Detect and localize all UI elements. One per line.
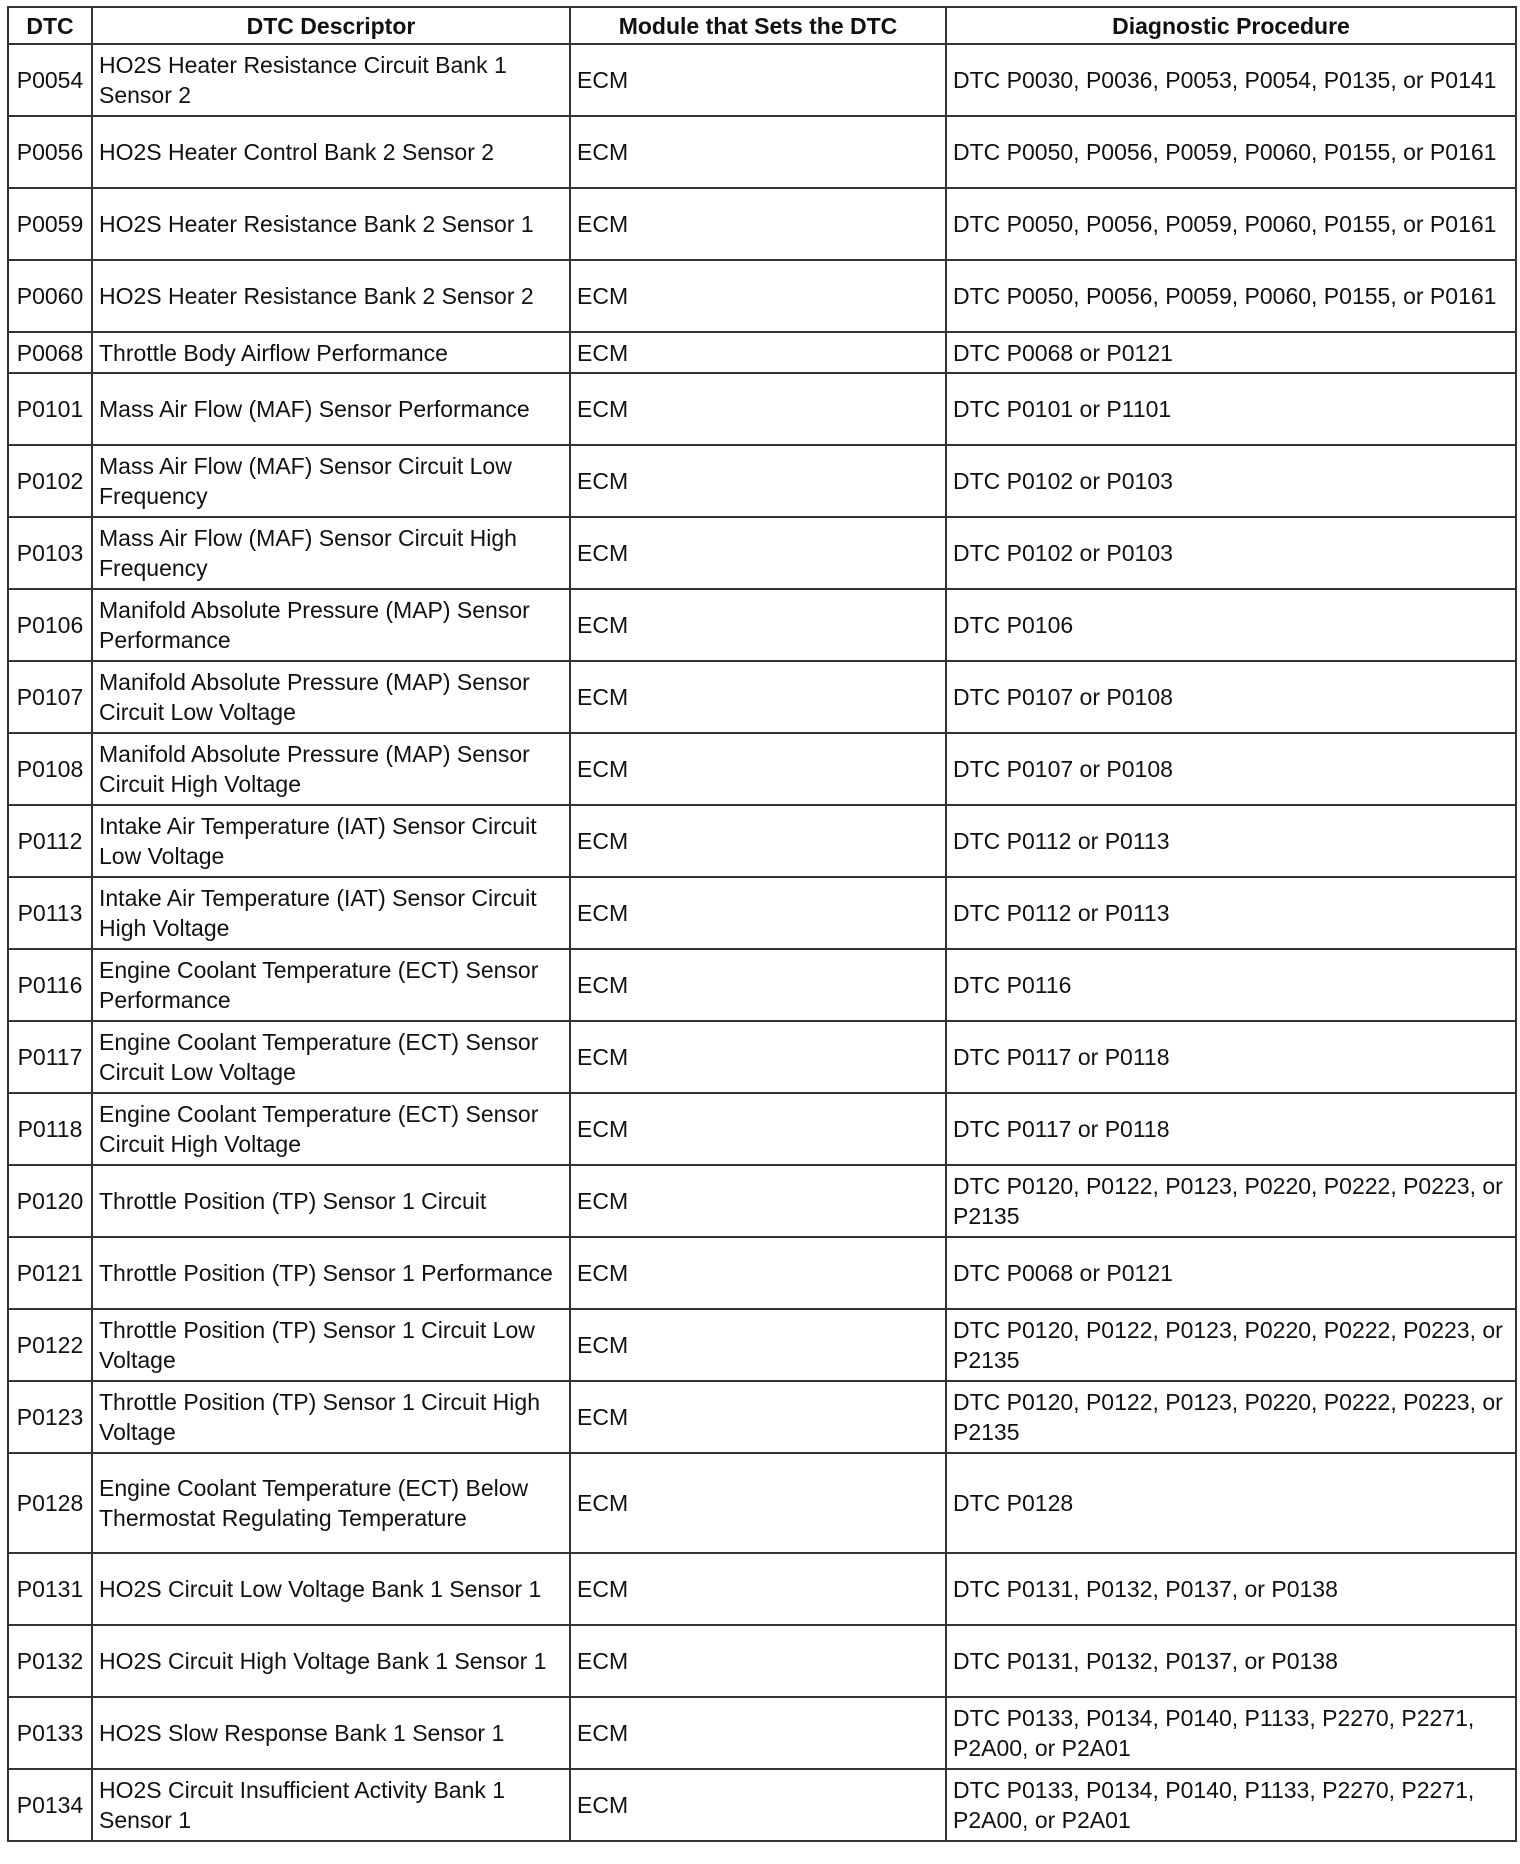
dtc-cell: P0118 xyxy=(8,1093,92,1165)
module-cell: ECM xyxy=(570,1453,946,1553)
descriptor-cell: HO2S Heater Resistance Bank 2 Sensor 2 xyxy=(92,260,570,332)
procedure-cell: DTC P0120, P0122, P0123, P0220, P0222, P0223, or P2135 xyxy=(946,1165,1516,1237)
dtc-cell: P0107 xyxy=(8,661,92,733)
module-cell: ECM xyxy=(570,949,946,1021)
descriptor-cell: HO2S Heater Control Bank 2 Sensor 2 xyxy=(92,116,570,188)
descriptor-cell: Intake Air Temperature (IAT) Sensor Circuit High Voltage xyxy=(92,877,570,949)
table-row xyxy=(8,1453,1516,1553)
procedure-cell: DTC P0107 or P0108 xyxy=(946,733,1516,805)
module-cell: ECM xyxy=(570,1381,946,1453)
table-row xyxy=(8,1625,1516,1697)
descriptor-cell: Throttle Body Airflow Performance xyxy=(92,332,570,373)
procedure-cell: DTC P0102 or P0103 xyxy=(946,445,1516,517)
dtc-cell: P0120 xyxy=(8,1165,92,1237)
procedure-cell: DTC P0050, P0056, P0059, P0060, P0155, or P0161 xyxy=(946,260,1516,332)
procedure-cell: DTC P0107 or P0108 xyxy=(946,661,1516,733)
procedure-cell: DTC P0120, P0122, P0123, P0220, P0222, P0223, or P2135 xyxy=(946,1381,1516,1453)
dtc-cell: P0123 xyxy=(8,1381,92,1453)
module-cell: ECM xyxy=(570,517,946,589)
descriptor-cell: Throttle Position (TP) Sensor 1 Circuit High Voltage xyxy=(92,1381,570,1453)
dtc-cell: P0132 xyxy=(8,1625,92,1697)
procedure-cell: DTC P0133, P0134, P0140, P1133, P2270, P2271, P2A00, or P2A01 xyxy=(946,1769,1516,1841)
table-row xyxy=(8,661,1516,733)
dtc-cell: P0059 xyxy=(8,188,92,260)
table-row xyxy=(8,44,1516,116)
descriptor-cell: HO2S Heater Resistance Circuit Bank 1 Sensor 2 xyxy=(92,44,570,116)
module-cell: ECM xyxy=(570,1021,946,1093)
dtc-cell: P0060 xyxy=(8,260,92,332)
module-cell: ECM xyxy=(570,188,946,260)
table-row xyxy=(8,445,1516,517)
procedure-cell: DTC P0131, P0132, P0137, or P0138 xyxy=(946,1553,1516,1625)
module-cell: ECM xyxy=(570,805,946,877)
module-cell: ECM xyxy=(570,260,946,332)
dtc-cell: P0068 xyxy=(8,332,92,373)
dtc-cell: P0113 xyxy=(8,877,92,949)
table-row xyxy=(8,373,1516,445)
procedure-cell: DTC P0068 or P0121 xyxy=(946,1237,1516,1309)
descriptor-cell: Throttle Position (TP) Sensor 1 Circuit Low Voltage xyxy=(92,1309,570,1381)
table-row xyxy=(8,877,1516,949)
table-row xyxy=(8,260,1516,332)
dtc-cell: P0133 xyxy=(8,1697,92,1769)
procedure-cell: DTC P0120, P0122, P0123, P0220, P0222, P0223, or P2135 xyxy=(946,1309,1516,1381)
module-cell: ECM xyxy=(570,1625,946,1697)
table-row xyxy=(8,1237,1516,1309)
procedure-cell: DTC P0117 or P0118 xyxy=(946,1021,1516,1093)
procedure-cell: DTC P0116 xyxy=(946,949,1516,1021)
table-row xyxy=(8,589,1516,661)
procedure-cell: DTC P0112 or P0113 xyxy=(946,877,1516,949)
procedure-cell: DTC P0050, P0056, P0059, P0060, P0155, or P0161 xyxy=(946,188,1516,260)
descriptor-cell: Manifold Absolute Pressure (MAP) Sensor Circuit Low Voltage xyxy=(92,661,570,733)
dtc-cell: P0128 xyxy=(8,1453,92,1553)
table-row xyxy=(8,188,1516,260)
module-cell: ECM xyxy=(570,1309,946,1381)
module-cell: ECM xyxy=(570,445,946,517)
descriptor-cell: Mass Air Flow (MAF) Sensor Circuit High Frequency xyxy=(92,517,570,589)
module-cell: ECM xyxy=(570,1697,946,1769)
procedure-cell: DTC P0128 xyxy=(946,1453,1516,1553)
table-body xyxy=(8,44,1516,1841)
table-row xyxy=(8,1165,1516,1237)
module-cell: ECM xyxy=(570,661,946,733)
module-cell: ECM xyxy=(570,1165,946,1237)
table-row xyxy=(8,805,1516,877)
table-row xyxy=(8,1381,1516,1453)
descriptor-cell: Engine Coolant Temperature (ECT) Sensor Circuit High Voltage xyxy=(92,1093,570,1165)
dtc-cell: P0121 xyxy=(8,1237,92,1309)
dtc-cell: P0054 xyxy=(8,44,92,116)
descriptor-cell: HO2S Circuit High Voltage Bank 1 Sensor 1 xyxy=(92,1625,570,1697)
dtc-cell: P0134 xyxy=(8,1769,92,1841)
dtc-cell: P0131 xyxy=(8,1553,92,1625)
table-row xyxy=(8,1093,1516,1165)
dtc-cell: P0112 xyxy=(8,805,92,877)
descriptor-cell: Mass Air Flow (MAF) Sensor Performance xyxy=(92,373,570,445)
descriptor-cell: Mass Air Flow (MAF) Sensor Circuit Low Frequency xyxy=(92,445,570,517)
dtc-cell: P0106 xyxy=(8,589,92,661)
header-dtc: DTC xyxy=(8,7,92,44)
descriptor-cell: Intake Air Temperature (IAT) Sensor Circuit Low Voltage xyxy=(92,805,570,877)
procedure-cell: DTC P0106 xyxy=(946,589,1516,661)
header-procedure: Diagnostic Procedure xyxy=(946,7,1516,44)
descriptor-cell: HO2S Circuit Low Voltage Bank 1 Sensor 1 xyxy=(92,1553,570,1625)
procedure-cell: DTC P0102 or P0103 xyxy=(946,517,1516,589)
dtc-cell: P0102 xyxy=(8,445,92,517)
table-row xyxy=(8,517,1516,589)
module-cell: ECM xyxy=(570,1093,946,1165)
table-row xyxy=(8,1769,1516,1841)
dtc-cell: P0103 xyxy=(8,517,92,589)
dtc-cell: P0122 xyxy=(8,1309,92,1381)
dtc-table xyxy=(7,6,1517,1842)
module-cell: ECM xyxy=(570,1769,946,1841)
table-row xyxy=(8,1021,1516,1093)
procedure-cell: DTC P0117 or P0118 xyxy=(946,1093,1516,1165)
header-row xyxy=(8,7,1516,44)
procedure-cell: DTC P0030, P0036, P0053, P0054, P0135, or P0141 xyxy=(946,44,1516,116)
descriptor-cell: Throttle Position (TP) Sensor 1 Performance xyxy=(92,1237,570,1309)
procedure-cell: DTC P0050, P0056, P0059, P0060, P0155, or P0161 xyxy=(946,116,1516,188)
procedure-cell: DTC P0068 or P0121 xyxy=(946,332,1516,373)
descriptor-cell: Throttle Position (TP) Sensor 1 Circuit xyxy=(92,1165,570,1237)
descriptor-cell: Manifold Absolute Pressure (MAP) Sensor Performance xyxy=(92,589,570,661)
procedure-cell: DTC P0112 or P0113 xyxy=(946,805,1516,877)
header-descriptor: DTC Descriptor xyxy=(92,7,570,44)
procedure-cell: DTC P0131, P0132, P0137, or P0138 xyxy=(946,1625,1516,1697)
dtc-cell: P0101 xyxy=(8,373,92,445)
descriptor-cell: Engine Coolant Temperature (ECT) Sensor Performance xyxy=(92,949,570,1021)
dtc-cell: P0108 xyxy=(8,733,92,805)
module-cell: ECM xyxy=(570,733,946,805)
descriptor-cell: HO2S Heater Resistance Bank 2 Sensor 1 xyxy=(92,188,570,260)
descriptor-cell: Engine Coolant Temperature (ECT) Sensor Circuit Low Voltage xyxy=(92,1021,570,1093)
dtc-cell: P0117 xyxy=(8,1021,92,1093)
procedure-cell: DTC P0133, P0134, P0140, P1133, P2270, P2271, P2A00, or P2A01 xyxy=(946,1697,1516,1769)
table-row xyxy=(8,116,1516,188)
module-cell: ECM xyxy=(570,1237,946,1309)
procedure-cell: DTC P0101 or P1101 xyxy=(946,373,1516,445)
table-row xyxy=(8,1309,1516,1381)
table-row xyxy=(8,1553,1516,1625)
module-cell: ECM xyxy=(570,589,946,661)
descriptor-cell: Engine Coolant Temperature (ECT) Below Thermostat Regulating Temperature xyxy=(92,1453,570,1553)
module-cell: ECM xyxy=(570,1553,946,1625)
dtc-cell: P0056 xyxy=(8,116,92,188)
dtc-cell: P0116 xyxy=(8,949,92,1021)
table-header xyxy=(8,7,1516,44)
descriptor-cell: Manifold Absolute Pressure (MAP) Sensor Circuit High Voltage xyxy=(92,733,570,805)
module-cell: ECM xyxy=(570,373,946,445)
descriptor-cell: HO2S Slow Response Bank 1 Sensor 1 xyxy=(92,1697,570,1769)
table-row xyxy=(8,733,1516,805)
table-row xyxy=(8,1697,1516,1769)
module-cell: ECM xyxy=(570,877,946,949)
module-cell: ECM xyxy=(570,332,946,373)
module-cell: ECM xyxy=(570,116,946,188)
module-cell: ECM xyxy=(570,44,946,116)
descriptor-cell: HO2S Circuit Insufficient Activity Bank 1 Sensor 1 xyxy=(92,1769,570,1841)
table-row xyxy=(8,949,1516,1021)
header-module: Module that Sets the DTC xyxy=(570,7,946,44)
table-row xyxy=(8,332,1516,373)
